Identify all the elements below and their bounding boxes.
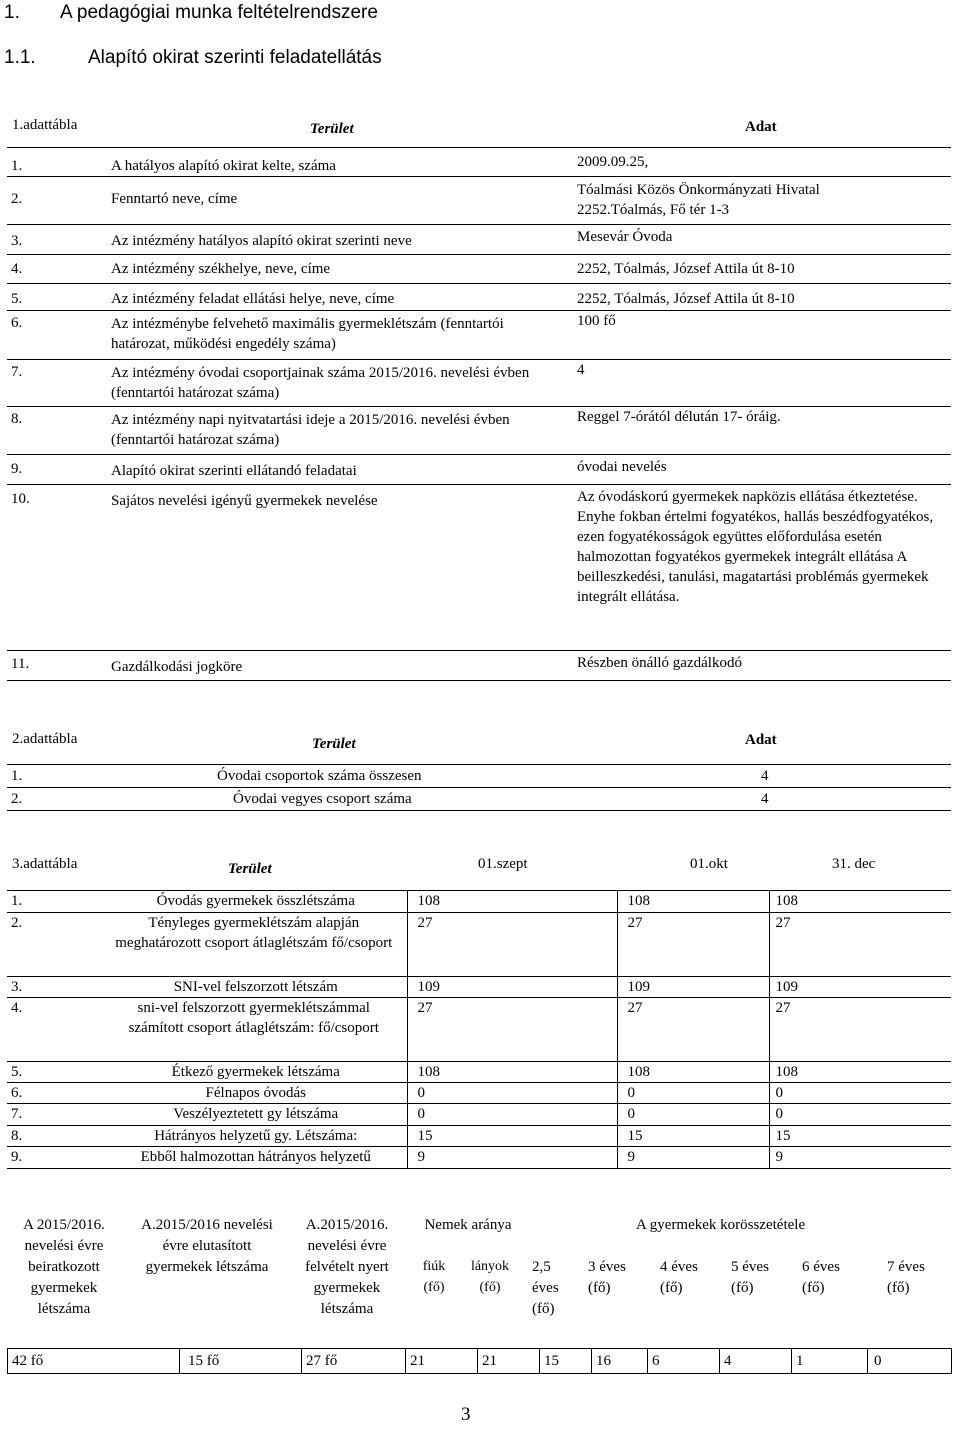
table-4 <box>7 1348 952 1374</box>
t3-row-area: SNI-vel felszorzott létszám <box>101 977 407 998</box>
t3-row-dec: 0 <box>769 1104 951 1126</box>
t3-row-area: sni-vel felszorzott gyermeklétszámmal számított csoport átlaglétszám: fő/csoport <box>101 998 407 1062</box>
t1-row-data: Reggel 7-órától délután 17- óráig. <box>573 407 951 455</box>
t1-row-area: Az intézmény székhelye, neve, címe <box>107 255 573 284</box>
t1-row-area: Alapító okirat szerinti ellátandó feladatai <box>107 455 573 485</box>
t1-row-data: 2252, Tóalmás, József Attila út 8-10 <box>573 284 951 311</box>
t3-row-num: 4. <box>7 998 101 1062</box>
t4-val-girls: 21 <box>478 1349 540 1374</box>
t3-row-area: Tényleges gyermeklétszám alapján meghatározott csoport átlaglétszám fő/csoport <box>101 913 407 977</box>
t3-row-sept: 15 <box>407 1126 617 1147</box>
table-row <box>7 311 951 360</box>
heading-1 <box>4 2 904 26</box>
t2-row-data: 4 <box>573 788 951 811</box>
t3-row-dec: 15 <box>769 1126 951 1147</box>
t3-row-dec: 27 <box>769 913 951 977</box>
t3-row-area: Félnapos óvodás <box>101 1083 407 1104</box>
t2-row-data: 4 <box>573 765 951 788</box>
t1-row-num: 11. <box>7 651 107 681</box>
t3-row-num: 9. <box>7 1147 101 1169</box>
table-row <box>7 407 951 455</box>
t3-row-dec: 9 <box>769 1147 951 1169</box>
t3-row-area: Óvodás gyermekek összlétszáma <box>101 891 407 913</box>
t3-row-sept: 0 <box>407 1083 617 1104</box>
table-row <box>7 360 951 407</box>
t3-row-num: 8. <box>7 1126 101 1147</box>
t4-h-age-3: 3 éves (fő) <box>588 1259 626 1296</box>
t4-val-rejected: 15 fő <box>180 1349 302 1374</box>
t1-row-area: Az intézmény napi nyitvatartási ideje a 2015/2016. nevelési évben (fenntartói határozat száma) <box>107 407 573 455</box>
table-row <box>7 1104 951 1126</box>
t3-row-sept: 109 <box>407 977 617 998</box>
t1-row-area: Az intézmény hatályos alapító okirat szerinti neve <box>107 225 573 255</box>
table-row <box>7 788 951 811</box>
t1-row-num: 5. <box>7 284 107 311</box>
t1-row-num: 6. <box>7 311 107 360</box>
table-row <box>7 284 951 311</box>
t4-val-age-6: 1 <box>792 1349 868 1374</box>
t4-h-age-5: 5 éves (fő) <box>731 1259 769 1296</box>
t4-val-age-3: 16 <box>592 1349 648 1374</box>
heading-2 <box>4 47 904 71</box>
t3-row-dec: 109 <box>769 977 951 998</box>
t1-row-data: óvodai nevelés <box>573 455 951 485</box>
t3-row-area: Ebből halmozottan hátrányos helyzetű <box>101 1147 407 1169</box>
t2-row-area: Óvodai vegyes csoport száma <box>197 788 573 811</box>
t3-col-dec: 31. dec <box>832 856 876 872</box>
t3-row-num: 3. <box>7 977 101 998</box>
t4-h-age-7: 7 éves (fő) <box>887 1259 925 1296</box>
t1-row-area: Fenntartó neve, címe <box>107 177 573 225</box>
heading-1-number: 1. <box>4 2 20 23</box>
t3-row-num: 1. <box>7 891 101 913</box>
t4-h-enrolled: A 2015/2016. nevelési évre beiratkozott gyermekek létszáma <box>23 1217 105 1317</box>
table-row <box>7 891 951 913</box>
t4-val-admitted: 27 fő <box>302 1349 406 1374</box>
t4-val-age-4: 6 <box>648 1349 720 1374</box>
t1-row-area: A hatályos alapító okirat kelte, száma <box>107 148 573 177</box>
t3-row-okt: 15 <box>617 1126 769 1147</box>
t3-row-okt: 27 <box>617 998 769 1062</box>
t4-h-boys: fiúk (fő) <box>422 1259 446 1295</box>
table-row <box>7 998 951 1062</box>
table-row <box>7 1147 951 1169</box>
t1-row-num: 1. <box>7 148 107 177</box>
t3-row-dec: 108 <box>769 891 951 913</box>
t3-row-sept: 27 <box>407 998 617 1062</box>
table-row <box>7 177 951 225</box>
t3-row-area: Étkező gyermekek létszáma <box>101 1062 407 1083</box>
t4-h-age-4: 4 éves (fő) <box>660 1259 698 1296</box>
t4-val-enrolled: 42 fő <box>8 1349 180 1374</box>
t4-h-gender: Nemek aránya <box>424 1217 512 1233</box>
t3-row-dec: 0 <box>769 1083 951 1104</box>
t1-row-num: 3. <box>7 225 107 255</box>
t3-row-num: 2. <box>7 913 101 977</box>
t3-col-sept: 01.szept <box>478 856 528 872</box>
t3-row-sept: 108 <box>407 1062 617 1083</box>
t2-col-data: Adat <box>745 732 777 748</box>
t3-row-sept: 27 <box>407 913 617 977</box>
t3-row-area: Veszélyeztetett gy létszáma <box>101 1104 407 1126</box>
table-1 <box>7 147 951 681</box>
t1-row-data: Mesevár Óvoda <box>573 225 951 255</box>
heading-1-text: A pedagógiai munka feltételrendszere <box>60 2 378 23</box>
t4-h-age-6: 6 éves (fő) <box>802 1259 840 1296</box>
t1-row-num: 2. <box>7 177 107 225</box>
table-row <box>7 1062 951 1083</box>
t4-h-age-25: 2,5 éves (fő) <box>532 1259 559 1317</box>
t3-row-okt: 0 <box>617 1104 769 1126</box>
t4-val-boys: 21 <box>406 1349 478 1374</box>
t3-col-area: Terület <box>228 861 272 877</box>
t4-h-girls: lányok (fő) <box>470 1259 510 1295</box>
table-row <box>7 765 951 788</box>
t4-val-age-25: 15 <box>540 1349 592 1374</box>
t3-label: 3.adattábla <box>12 856 78 872</box>
t1-col-area: Terület <box>310 121 354 137</box>
t4-val-age-5: 4 <box>720 1349 792 1374</box>
t1-row-num: 9. <box>7 455 107 485</box>
t2-row-num: 2. <box>7 788 197 811</box>
t1-row-data: 4 <box>573 360 951 407</box>
t1-row-num: 4. <box>7 255 107 284</box>
t4-val-age-7: 0 <box>868 1349 952 1374</box>
t1-row-area: Sajátos nevelési igényű gyermekek nevelése <box>107 485 573 651</box>
t3-row-sept: 0 <box>407 1104 617 1126</box>
table-row <box>7 455 951 485</box>
t1-row-area: Gazdálkodási jogköre <box>107 651 573 681</box>
page-number: 3 <box>461 1404 471 1425</box>
t1-row-data: 2252, Tóalmás, József Attila út 8-10 <box>573 255 951 284</box>
table-row <box>7 913 951 977</box>
t2-label: 2.adattábla <box>12 731 78 747</box>
table-row <box>7 1083 951 1104</box>
t3-row-dec: 108 <box>769 1062 951 1083</box>
t3-row-okt: 108 <box>617 891 769 913</box>
table-row <box>7 485 951 651</box>
table-row <box>7 977 951 998</box>
t1-row-data: Tóalmási Közös Önkormányzati Hivatal 2252.Tóalmás, Fő tér 1-3 <box>573 177 951 225</box>
t3-row-area: Hátrányos helyzetű gy. Létszáma: <box>101 1126 407 1147</box>
t3-row-num: 7. <box>7 1104 101 1126</box>
t3-row-sept: 108 <box>407 891 617 913</box>
t1-row-area: Az intézmény feladat ellátási helye, neve, címe <box>107 284 573 311</box>
t2-row-area: Óvodai csoportok száma összesen <box>197 765 573 788</box>
t3-row-dec: 27 <box>769 998 951 1062</box>
t1-row-num: 10. <box>7 485 107 651</box>
t1-row-area: Az intézmény óvodai csoportjainak száma 2015/2016. nevelési évben (fenntartói határozat száma) <box>107 360 573 407</box>
table-row <box>7 225 951 255</box>
table-3 <box>7 890 951 1169</box>
t1-row-data: 100 fő <box>573 311 951 360</box>
t3-row-okt: 108 <box>617 1062 769 1083</box>
t1-row-data: Az óvodáskorú gyermekek napközis ellátása étkeztetése. Enyhe fokban értelmi fogyatékos, hallás beszédfogyatékos, ezen fogyatékosságok együttes előfordulása esetén halmozottan fogyatékos gyermekek integrált ellátása A beilleszkedési, tanulási, magatartási problémás gyermekek integrált ellátása. <box>573 485 951 651</box>
t2-row-num: 1. <box>7 765 197 788</box>
t1-label: 1.adattábla <box>12 117 78 133</box>
t3-row-okt: 109 <box>617 977 769 998</box>
t4-h-rejected: A.2015/2016 nevelési évre elutasított gyermekek létszáma <box>141 1217 273 1275</box>
t1-row-area: Az intézménybe felvehető maximális gyermeklétszám (fenntartói határozat, működési engedély száma) <box>107 311 573 360</box>
t3-row-okt: 0 <box>617 1083 769 1104</box>
t4-h-age: A gyermekek korösszetétele <box>636 1217 806 1233</box>
heading-2-number: 1.1. <box>4 47 36 68</box>
heading-2-text: Alapító okirat szerinti feladatellátás <box>88 47 382 68</box>
t3-row-okt: 27 <box>617 913 769 977</box>
table-row <box>7 148 951 177</box>
t1-row-data: 2009.09.25, <box>573 148 951 177</box>
t3-col-okt: 01.okt <box>690 856 728 872</box>
t4-h-admitted: A.2015/2016. nevelési évre felvételt nyert gyermekek létszáma <box>305 1217 389 1317</box>
t3-row-num: 5. <box>7 1062 101 1083</box>
table-row <box>7 1126 951 1147</box>
table-row <box>7 651 951 681</box>
table-2 <box>7 764 951 811</box>
t2-col-area: Terület <box>312 736 356 752</box>
t1-row-num: 7. <box>7 360 107 407</box>
t3-row-num: 6. <box>7 1083 101 1104</box>
t3-row-okt: 9 <box>617 1147 769 1169</box>
table-row <box>7 255 951 284</box>
t3-row-sept: 9 <box>407 1147 617 1169</box>
t1-row-num: 8. <box>7 407 107 455</box>
table-row <box>8 1349 952 1374</box>
t1-col-data: Adat <box>745 119 777 135</box>
t1-row-data: Részben önálló gazdálkodó <box>573 651 951 681</box>
